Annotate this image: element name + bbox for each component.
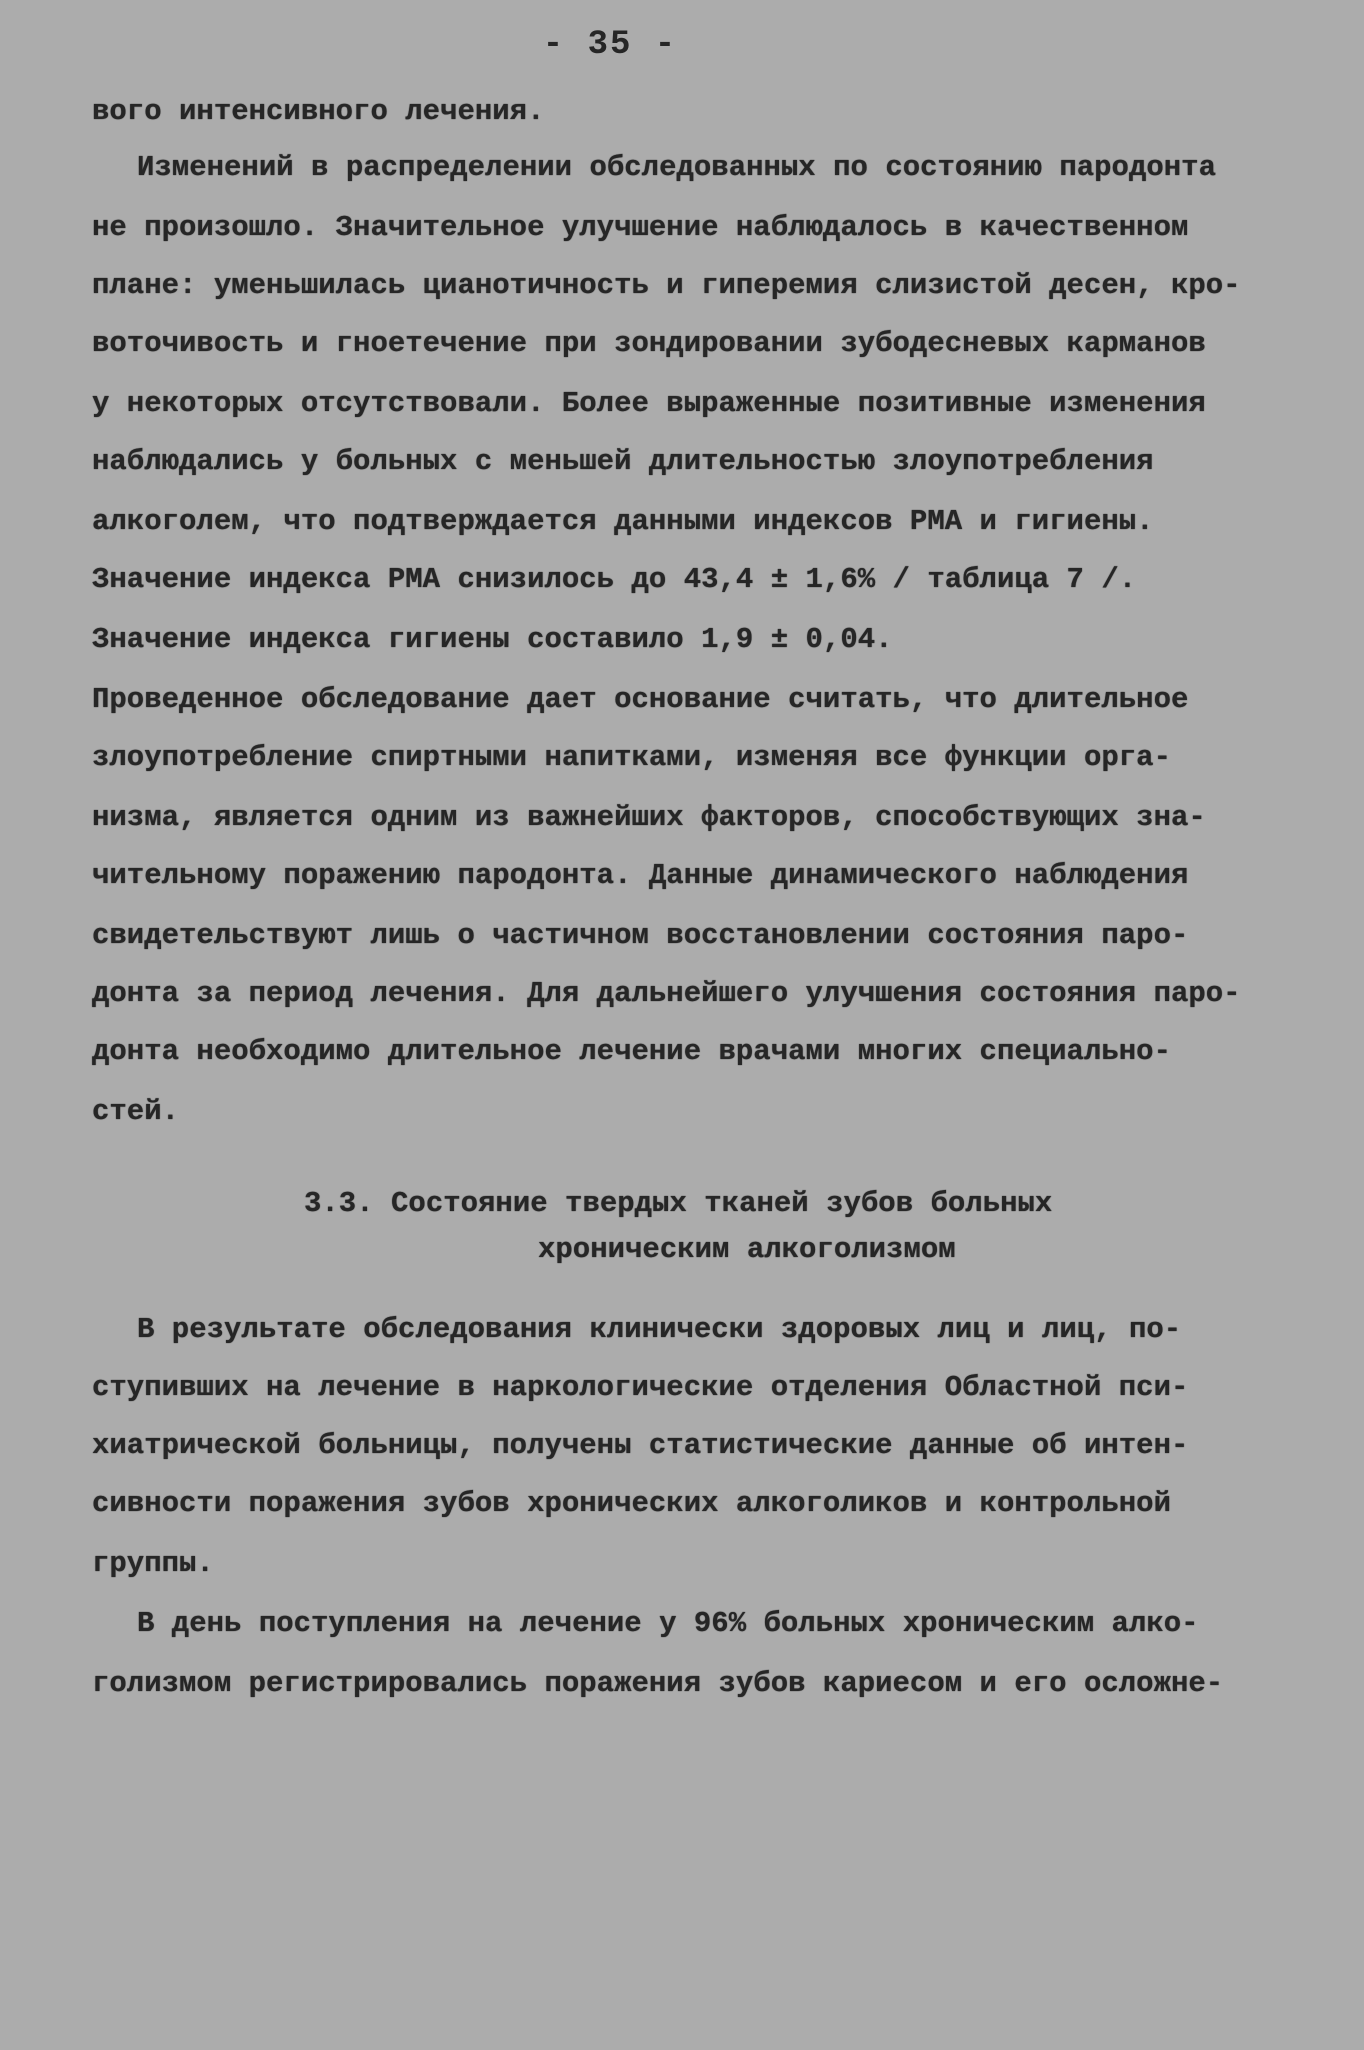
text-line: Проведенное обследование дает основание считать, что длительное [92, 683, 1189, 716]
text-line: голизмом регистрировались поражения зубов кариесом и его осложне- [92, 1667, 1224, 1700]
text-line: группы. [92, 1547, 214, 1580]
text-line: ступивших на лечение в наркологические отделения Областной пси- [92, 1371, 1189, 1404]
text-line: Изменений в распределении обследованных по состоянию пародонта [137, 151, 1216, 184]
text-line: вого интенсивного лечения. [92, 95, 545, 128]
section-heading: хроническим алкоголизмом [538, 1233, 956, 1266]
text-line: воточивость и гноетечение при зондировании зубодесневых карманов [92, 327, 1206, 360]
text-line: Значение индекса гигиены составило 1,9 ± 0,04. [92, 623, 893, 656]
text-line: плане: уменьшилась цианотичность и гиперемия слизистой десен, кро- [92, 269, 1241, 302]
text-line: Значение индекса РМА снизилось до 43,4 ± 1,6% / таблица 7 /. [92, 563, 1137, 596]
text-line: стей. [92, 1095, 180, 1128]
text-line: донта необходимо длительное лечение врачами многих специально- [92, 1035, 1171, 1068]
text-line: алкоголем, что подтверждается данными индексов РМА и гигиены. [92, 505, 1154, 538]
text-line: чительному поражению пародонта. Данные динамического наблюдения [92, 859, 1189, 892]
section-heading: 3.3. Состояние твердых тканей зубов больных [304, 1187, 1053, 1220]
text-line: наблюдались у больных с меньшей длительностью злоупотребления [92, 445, 1154, 478]
text-line: у некоторых отсутствовали. Более выраженные позитивные изменения [92, 387, 1206, 420]
text-line: свидетельствуют лишь о частичном восстановлении состояния паро- [92, 919, 1189, 952]
text-line: донта за период лечения. Для дальнейшего улучшения состояния паро- [92, 977, 1241, 1010]
text-line: В день поступления на лечение у 96% больных хроническим алко- [137, 1607, 1199, 1640]
text-line: В результате обследования клинически здоровых лиц и лиц, по- [137, 1313, 1182, 1346]
text-line: сивности поражения зубов хронических алкоголиков и контрольной [92, 1487, 1171, 1520]
text-line: не произошло. Значительное улучшение наблюдалось в качественном [92, 211, 1189, 244]
text-line: злоупотребление спиртными напитками, изменяя все функции орга- [92, 741, 1171, 774]
text-line: хиатрической больницы, получены статистические данные об интен- [92, 1429, 1189, 1462]
page-number: - 35 - [542, 26, 678, 64]
text-line: низма, является одним из важнейших факторов, способствующих зна- [92, 801, 1206, 834]
